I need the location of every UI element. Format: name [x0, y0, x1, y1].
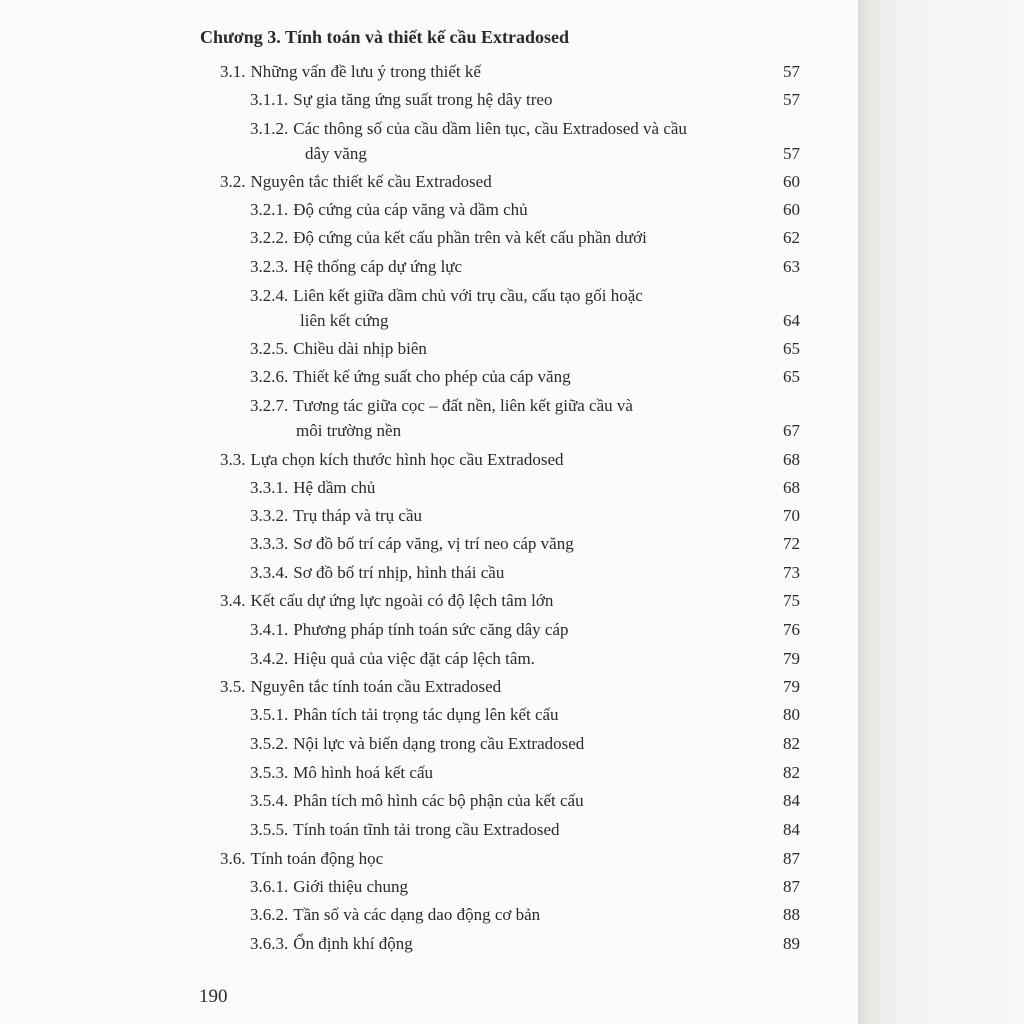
entry-number: 3.1.2. [250, 119, 289, 138]
entry-text: Giới thiệu chung [293, 877, 408, 896]
entry-number: 3.2.1. [250, 200, 289, 219]
entry-page: 62 [783, 228, 800, 247]
entry-text: Liên kết giữa dầm chủ với trụ cầu, cấu tạo gối hoặc [293, 286, 643, 305]
entry-page: 63 [783, 257, 800, 276]
entry-number: 3.3.2. [250, 506, 289, 525]
entry-text: Thiết kế ứng suất cho phép của cáp văng [293, 367, 571, 386]
entry-text: Sơ đồ bố trí nhịp, hình thái cầu [293, 563, 505, 582]
entry-text: Kết cấu dự ứng lực ngoài có độ lệch tâm lớn [250, 591, 554, 610]
entry-number: 3.4.1. [250, 620, 289, 639]
chapter-title: Chương 3. Tính toán và thiết kế cầu Extradosed [200, 27, 569, 47]
entry-page: 89 [783, 934, 800, 953]
toc-entry-subsection [250, 706, 559, 723]
toc-entry-subsection [250, 535, 574, 552]
entry-number: 3.6. [220, 849, 246, 868]
entry-number: 3.2.5. [250, 339, 289, 358]
toc-entry-subsection [250, 368, 571, 385]
entry-number: 3.5.5. [250, 820, 289, 839]
toc-entry-section [220, 592, 553, 609]
entry-text: Mô hình hoá kết cấu [293, 763, 433, 782]
entry-page: 57 [783, 90, 800, 109]
entry-number: 3.4.2. [250, 649, 289, 668]
entry-page: 65 [783, 339, 800, 358]
toc-entry-subsection [250, 91, 552, 108]
entry-page: 82 [783, 763, 800, 782]
entry-text: Phân tích mô hình các bộ phận của kết cấu [293, 791, 584, 810]
entry-page: 84 [783, 791, 800, 810]
entry-text: Độ cứng của cáp văng và dầm chủ [293, 200, 528, 219]
entry-number: 3.2.7. [250, 396, 289, 415]
toc-entry-subsection [250, 935, 413, 952]
entry-text: Ổn định khí động [293, 934, 413, 953]
entry-page: 57 [783, 144, 800, 163]
entry-number: 3.5.4. [250, 791, 289, 810]
entry-number: 3.3.4. [250, 563, 289, 582]
entry-number: 3.3.3. [250, 534, 289, 553]
entry-continuation: dây văng [305, 144, 367, 163]
toc-entry-subsection [250, 201, 528, 218]
toc-entry-subsection [250, 906, 540, 923]
entry-number: 3.3.1. [250, 478, 289, 497]
entry-text: Sự gia tăng ứng suất trong hệ dây treo [293, 90, 553, 109]
toc-entry-subsection [250, 287, 643, 304]
entry-text: Nội lực và biến dạng trong cầu Extradosed [293, 734, 585, 753]
entry-number: 3.2.4. [250, 286, 289, 305]
entry-text: Sơ đồ bố trí cáp văng, vị trí neo cáp văng [293, 534, 574, 553]
toc-entry-subsection [250, 340, 427, 357]
entry-page: 84 [783, 820, 800, 839]
entry-text: Trụ tháp và trụ cầu [293, 506, 422, 525]
entry-text: Nguyên tắc tính toán cầu Extradosed [250, 677, 502, 696]
entry-text: Hiệu quả của việc đặt cáp lệch tâm. [293, 649, 535, 668]
toc-entry-subsection [250, 564, 504, 581]
toc-entry-subsection [250, 764, 433, 781]
toc-entry-section [220, 850, 383, 867]
entry-continuation: môi trường nền [296, 421, 402, 440]
entry-text: Hệ dầm chủ [293, 478, 376, 497]
toc-entry-subsection [250, 120, 687, 137]
entry-page: 88 [783, 905, 800, 924]
toc-entry-subsection [250, 397, 633, 414]
entry-number: 3.6.3. [250, 934, 289, 953]
entry-page: 87 [783, 877, 800, 896]
toc-entry-subsection [250, 821, 560, 838]
toc-entry-subsection [250, 621, 569, 638]
entry-number: 3.5. [220, 677, 246, 696]
toc-entry-subsection [250, 650, 535, 667]
entry-number: 3.5.1. [250, 705, 289, 724]
entry-text: Tính toán tĩnh tải trong cầu Extradosed [293, 820, 560, 839]
entry-page: 73 [783, 563, 800, 582]
toc-entry-section [220, 173, 492, 190]
entry-text: Chiều dài nhịp biên [293, 339, 427, 358]
toc-entry-section [220, 63, 481, 80]
entry-page: 60 [783, 172, 800, 191]
toc-entry-section [220, 678, 501, 695]
entry-text: Lựa chọn kích thước hình học cầu Extradosed [250, 450, 564, 469]
entry-page: 64 [783, 311, 800, 330]
entry-text: Phân tích tải trọng tác dụng lên kết cấu [293, 705, 559, 724]
toc-entry-subsection [250, 507, 422, 524]
entry-page: 72 [783, 534, 800, 553]
entry-page: 79 [783, 649, 800, 668]
entry-number: 3.4. [220, 591, 246, 610]
entry-text: Tần số và các dạng dao động cơ bản [293, 905, 541, 924]
toc-entry-subsection [250, 735, 584, 752]
entry-page: 75 [783, 591, 800, 610]
entry-text: Những vấn đề lưu ý trong thiết kế [250, 62, 481, 81]
entry-number: 3.1. [220, 62, 246, 81]
entry-number: 3.2.2. [250, 228, 289, 247]
entry-text: Tương tác giữa cọc – đất nền, liên kết giữa cầu và [293, 396, 633, 415]
entry-page: 68 [783, 478, 800, 497]
entry-number: 3.5.2. [250, 734, 289, 753]
toc-entry-subsection [250, 229, 647, 246]
entry-text: Phương pháp tính toán sức căng dây cáp [293, 620, 569, 639]
entry-page: 87 [783, 849, 800, 868]
page-number: 190 [199, 986, 228, 1007]
entry-page: 70 [783, 506, 800, 525]
entry-page: 68 [783, 450, 800, 469]
toc-entry-subsection [250, 792, 584, 809]
entry-text: Nguyên tắc thiết kế cầu Extradosed [250, 172, 492, 191]
entry-number: 3.6.2. [250, 905, 289, 924]
entry-text: Độ cứng của kết cấu phần trên và kết cấu phần dưới [293, 228, 647, 247]
entry-page: 67 [783, 421, 800, 440]
toc-entry-subsection [250, 258, 462, 275]
page-edge-shadow [858, 0, 1024, 1024]
entry-page: 79 [783, 677, 800, 696]
toc-entry-section [220, 451, 564, 468]
entry-number: 3.2.6. [250, 367, 289, 386]
entry-number: 3.1.1. [250, 90, 289, 109]
entry-number: 3.5.3. [250, 763, 289, 782]
entry-number: 3.6.1. [250, 877, 289, 896]
entry-text: Các thông số của cầu dầm liên tục, cầu Extradosed và cầu [293, 119, 687, 138]
entry-page: 65 [783, 367, 800, 386]
entry-page: 60 [783, 200, 800, 219]
toc-entry-subsection [250, 479, 375, 496]
entry-page: 76 [783, 620, 800, 639]
toc-entry-subsection [250, 878, 408, 895]
entry-page: 80 [783, 705, 800, 724]
entry-text: Hệ thống cáp dự ứng lực [293, 257, 463, 276]
entry-number: 3.2.3. [250, 257, 289, 276]
entry-text: Tính toán động học [250, 849, 384, 868]
entry-page: 82 [783, 734, 800, 753]
entry-continuation: liên kết cứng [300, 311, 389, 330]
entry-number: 3.3. [220, 450, 246, 469]
entry-number: 3.2. [220, 172, 246, 191]
entry-page: 57 [783, 62, 800, 81]
